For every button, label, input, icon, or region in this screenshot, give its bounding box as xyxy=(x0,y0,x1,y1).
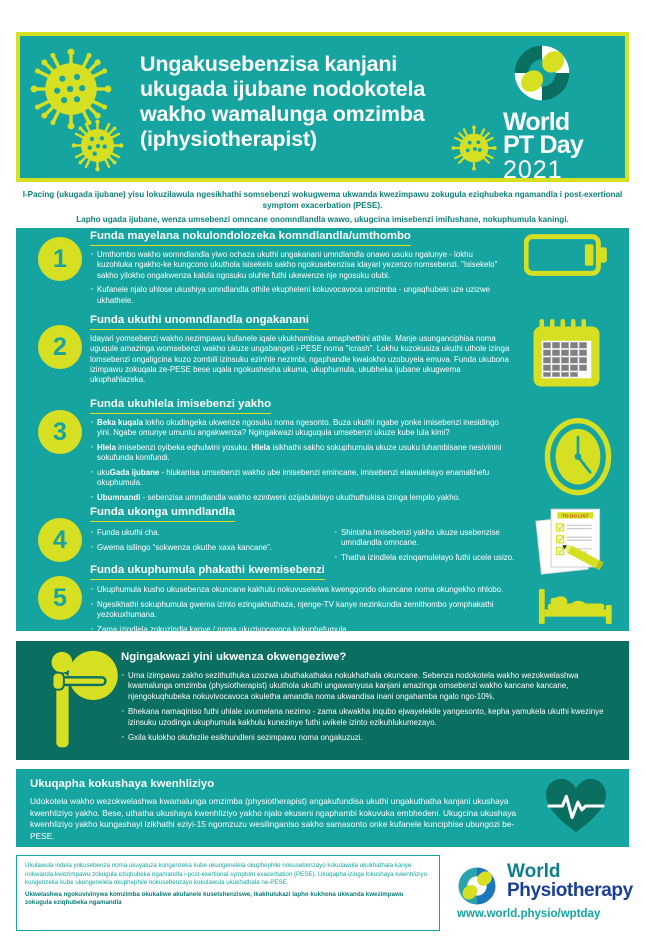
list-item: · Hlela imisebenzi oyibeka eqhulwini yosuku. Hlela isikhathi sakho sokuphumula ukuze usuku luhambisane nesivinini sokufunda komfundi. xyxy=(90,443,510,464)
step-bullets-3 xyxy=(90,418,510,508)
step-heading-2: Funda ukuthi unomndlandla ongakanani xyxy=(90,314,309,330)
intro-text-block xyxy=(16,190,629,226)
svg-text:TO DO LIST: TO DO LIST xyxy=(562,513,589,519)
list-item: · Kufanele njalo uhlose ukushiya umndlandla othile ekupheleni kokuvocavoca umzimba - ungaqhubeki uze uzizwe ukhathele. xyxy=(90,285,510,306)
step-bullets-1 xyxy=(90,250,510,310)
list-item: · Funda ukuthi cha. xyxy=(90,528,305,538)
list-item: · Zama izindlela zokuzindla kanye / noma ukuzivocavoca kokuphefumula. xyxy=(90,625,520,635)
list-item: · Ubumnandi - sebenzisa umndlandla wakho ezintweni ozijabulelayo ukuthuthukisa izinga lempilo yakho. xyxy=(90,493,510,503)
list-item: · Beka kuqala lokho okudingeka ukwenze ngosuku noma ngesonto. Buza ukuthi ngabe yonke imisebenzi inesidingo yini. Ngabe omunye umuntu angakwenza? Ngingakwazi ukuguqula umsebenzi ukuze kube lula kimi? xyxy=(90,418,510,439)
footer-logo-word-physiotherapy: Physiotherapy xyxy=(507,880,633,901)
extra-activity-panel xyxy=(16,641,629,760)
steps-panel xyxy=(16,228,629,634)
step-number-4: 4 xyxy=(38,518,82,562)
weightlifting-icon xyxy=(40,649,118,753)
step-number-3: 3 xyxy=(38,410,82,454)
world-pt-day-logo xyxy=(503,42,615,178)
list-item: · Umthombo wakho womndlandla yiwo ochaza ukuthi ungakanani umndlandla onawo usuku ngalunye - lokhu kuzohluka ngakho-ke kungcono ukuthola isisekelo sakho ngokusebenzisa idayari yezenzo nomsebenzi. "Isisekelo" sakho yilokho ongakwenza kalula ngosuku oluhle futhi ukewenze nje ngosuku olubi. xyxy=(90,250,510,281)
step-heading-5: Funda ukuphumula phakathi kwemisebenzi xyxy=(90,564,325,580)
calendar-icon xyxy=(529,316,604,391)
heart-pulse-icon xyxy=(545,777,607,835)
step-heading-3: Funda ukuhlela imisebenzi yakho xyxy=(90,398,271,414)
bullet-3-2-rest: imisebenzi oyibeka eqhulwini yosuku. Hlela isikhathi sakho sokuphumula ukuze usuku luhambisane nesivinini sokufunda komfundi. xyxy=(97,443,502,463)
list-item: · Ukuphumula kusho ukusebenza okuncane kakhulu nokuvuselelwa kwengqondo okuncane noma okungekho nhlobo. xyxy=(90,585,520,595)
world-physiotherapy-logo-mark-icon xyxy=(455,864,499,908)
list-item: · Uma izimpawu zakho sezithuthuka uzozwa ubuthakathaka nokukhathala okuncane. Sebenza nodokotela wakho wezokwelashwa kwamalunga omzimba (physiotherapist) ukuthola ukuthi ungawanyusa kanjani amazinga omsebenzi wakho kancane kancane, njengokuqhubeka nokuvivocavoca okuletha amandla noma ukwandisa inani ongahamba ngalo ngo-10%. xyxy=(121,671,616,702)
page-title: Ungakusebenzisa kanjani ukugada ijubane nodokotela wakho wamalunga omzimba (iphysiotherapist) xyxy=(140,52,426,151)
step-bullets-4-right xyxy=(334,528,519,568)
step-heading-1: Funda mayelana nokulondolozeka komndlandla/umthombo xyxy=(90,230,411,246)
header-inner xyxy=(20,36,625,178)
header-banner xyxy=(16,32,629,182)
list-item: · Gwema isilingo “sokwenza okuthe xaxa kancane”. xyxy=(90,543,305,553)
footnote-text: Ukulawula indela yokusebenza noma ukuyaluza kungenzeka kube ukungenelela okuphephile nokusebenzayo kokulawula ukukhathala kanye nokwanda kwezimpawu zokugula eziqhubeka ngamandla i-post-exertional symptom exacerbation (PESE). Ukuqapha izinga lokushaya kwenhliziyo kungenzeka kube ukungenelela okuphephile nokusebenzayo kokulawula ukukhathala ne-PESE. xyxy=(25,862,428,887)
heart-rate-panel xyxy=(16,769,629,847)
step-number-5: 5 xyxy=(38,576,82,620)
clock-icon xyxy=(544,418,612,496)
heart-rate-text: Udokotela wakho wezokwelashwa kwamalunga omzimba (physiotherapist) angakufundisa ukuthi ungakuthatha kanjani ukushaya kwenhliziyo yakho. Bese, uthatha ukushaya kwenhliziyo yakho njalo ekuseni ngaphambi kokuvuka embhedeni. Ukugcina ukushaya kwenhliziyo yakho kungashayi izikhathi eziyi-15 ngomzuzu wesilinganiso sakho samasonto onke kufanele kunciphise ubungozi be-PESE. xyxy=(30,796,517,841)
list-item: · ukuGada ijubane - hlukanisa umsebenzi wakho ube imisebenzi emincane, imisebenzi elawulekayo enamakhefu okuphumula. xyxy=(90,468,510,489)
list-item: · Thatha izindlela ezinqamulelayo futhi ucele usizo. xyxy=(334,553,519,563)
world-physiotherapy-logo[interactable] xyxy=(455,862,635,932)
intro-line-1: I-Pacing (ukugada ijubane) yisu lokuzilawula ngesikhathi somsebenzi wokugwema ukwanda kwezimpawu zokugula eziqhubeka ngamandla i post-exertional symptom exacerbation (PESE). xyxy=(22,190,623,210)
step-bullets-4-left xyxy=(90,528,305,558)
step-paragraph-2: Idayari yomsebenzi wakho nezimpawu kufanele iqale ukukhombisa amaphethini athile. Manje usunganciphisa noma uguqule amazinga womsebenzi wakho ukuze ungabangeli i-PESE noma "icrash". Lokhu kuzokusiza ukuthi uthole izinga lomsebenzi ongaligcina kuzo zombili izinsuku ezinhle nezimbi, ngaphandle kwalokho uzobuyela emuva. Funda ukubona izimpawu zokuqala ze-PESE bese uqala ngokushesha ukuma, ukuphumula, ukubheka ijubane ukugwema ukuphahlazeka. xyxy=(90,334,510,385)
step-heading-4: Funda ukonga umndlandla xyxy=(90,506,235,522)
intro-line-2: Lapho ugada ijubane, wenza umsebenzi omncane onomndlandla wawo, ukugcina imisebenzi imifushane, nokuphumula kaningi. xyxy=(76,215,569,225)
list-item: · Bhekana namaqiniso futhi uhlale uvumelana nezimo - zama ukwakha inqubo ejwayelekile yangesonto, kepha yamukela ukuthi kwezinye izinsuku uzodinga ukuphumula kakhulu kunezinye futhi uvikele izinto ezikuhlukumezayo. xyxy=(121,707,616,728)
wpt-logo-year: 2021 xyxy=(503,156,563,178)
footer-logo-word-world: World xyxy=(507,861,561,882)
extra-panel-bullets xyxy=(121,671,616,748)
bed-icon xyxy=(536,583,616,627)
step-number-2: 2 xyxy=(38,325,82,369)
footnote-box xyxy=(16,855,440,931)
heart-rate-title: Ukuqapha kokushaya kwenhliziyo xyxy=(30,778,215,790)
footnote-bold-text: Ukwelashwa ngokuvivinywa komzimba okukaliwe akufanele kusetshenziswe, ikakhulukazi lapho kukhona ukwanda kwezimpawu zokugula eziqhubeka ngamandla xyxy=(25,890,404,907)
wpt-logo-mark-icon xyxy=(511,42,573,104)
virus-icon-small-left xyxy=(70,118,125,173)
list-item: · Ngesikhathi sokuphumula gwema izinto ezingakhuthaza, njenge-TV kanye nezinkundla zemithombo yomphakathi yezokuxhumana. xyxy=(90,600,520,621)
extra-panel-title: Ngingakwazi yini ukwenza okwengeziwe? xyxy=(121,651,347,663)
todo-list-icon xyxy=(533,506,613,578)
list-item: · Gxila kulokho okufezile esikhundleni sezimpawu noma ongakuzuzi. xyxy=(121,733,616,743)
footer-website-url[interactable]: www.world.physio/wptday xyxy=(457,908,601,920)
battery-icon xyxy=(524,234,609,276)
wpt-logo-word-ptday: PT Day xyxy=(503,131,583,159)
step-number-1: 1 xyxy=(38,237,82,281)
step-bullets-5 xyxy=(90,585,520,640)
wpt-logo-word-world: World xyxy=(503,108,570,136)
list-item: · Shintsha imisebenzi yakho ukuze usebenzise umndlandla omncane. xyxy=(334,528,519,549)
